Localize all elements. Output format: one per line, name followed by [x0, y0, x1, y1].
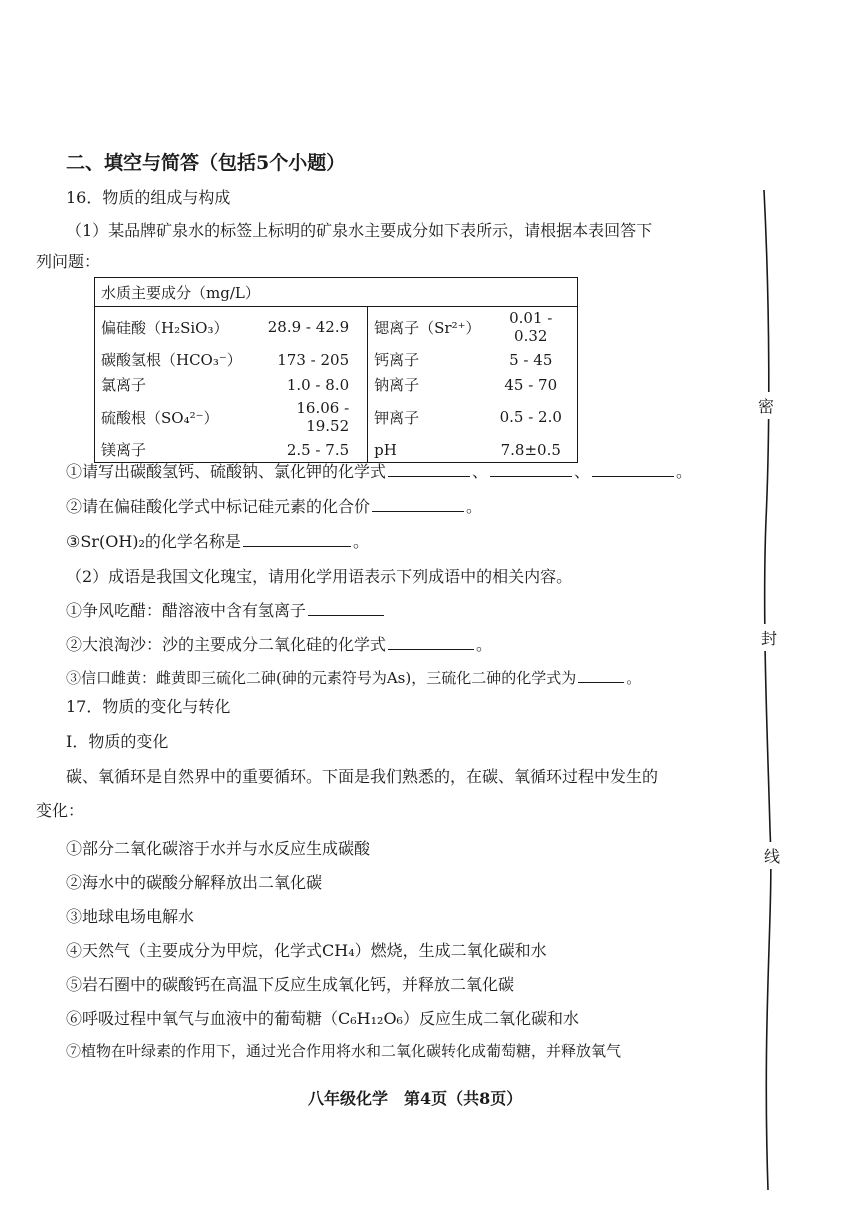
list-item: ⑦植物在叶绿素的作用下，通过光合作用将水和二氧化碳转化成葡萄糖，并释放氧气 [66, 1042, 622, 1060]
table-cell: 钾离子 [368, 397, 485, 437]
table-row [95, 307, 578, 348]
q16-item3 [66, 529, 369, 552]
answer-blank[interactable] [490, 460, 572, 477]
list-item: ①部分二氧化碳溶于水并与水反应生成碳酸 [66, 839, 371, 858]
answer-blank[interactable] [372, 495, 464, 512]
q16-part1-line2: 列问题： [36, 252, 101, 271]
table-row [95, 372, 578, 397]
table-row [95, 397, 578, 437]
table-row [95, 347, 578, 372]
table-cell: 173 - 205 [277, 350, 350, 369]
period: 。 [352, 532, 369, 551]
q16-item1 [66, 459, 692, 482]
table-cell: 钠离子 [368, 372, 485, 397]
answer-blank[interactable] [388, 460, 470, 477]
table-cell: pH [368, 437, 485, 463]
period: 。 [476, 635, 493, 654]
page-footer: 八年级化学 第4页（共8页） [308, 1089, 523, 1108]
answer-blank[interactable] [592, 460, 674, 477]
idiom1-text: ①争风吃醋：醋溶液中含有氢离子 [66, 601, 307, 620]
item2-text: ②请在偏硅酸化学式中标记硅元素的化合价 [66, 497, 371, 516]
binding-char: 密 [758, 392, 774, 419]
table-cell: 0.5 - 2.0 [499, 408, 562, 426]
binding-char: 线 [764, 842, 780, 869]
q16-title: 16．物质的组成与构成 [66, 188, 231, 207]
item1-text: ①请写出碳酸氢钙、硫酸钠、氯化钾的化学式 [66, 462, 387, 481]
q16-idiom1 [66, 598, 386, 621]
idiom3-text: ③信口雌黄：雌黄即三硫化二砷(砷的元素符号为As)，三硫化二砷的化学式为 [66, 669, 577, 687]
q17-title: 17．物质的变化与转化 [66, 697, 231, 716]
table-cell: 16.06 - 19.52 [296, 399, 350, 435]
q16-idiom2 [66, 632, 492, 655]
answer-blank[interactable] [388, 633, 474, 650]
answer-blank[interactable] [308, 599, 384, 616]
table-cell: 0.01 - 0.32 [509, 309, 553, 345]
table-cell: 45 - 70 [504, 375, 558, 394]
table-cell: 氯离子 [101, 376, 147, 394]
table-cell: 28.9 - 42.9 [267, 318, 350, 336]
q16-item2 [66, 494, 482, 517]
list-item: ④天然气（主要成分为甲烷，化学式CH₄）燃烧，生成二氧化碳和水 [66, 941, 547, 960]
water-composition-table [94, 277, 578, 463]
binding-line [740, 190, 800, 1190]
table-cell: 镁离子 [101, 441, 147, 459]
q17-subtitle: I．物质的变化 [66, 732, 169, 751]
answer-blank[interactable] [578, 666, 624, 683]
list-item: ⑤岩石圈中的碳酸钙在高温下反应生成氧化钙，并释放二氧化碳 [66, 975, 515, 994]
binding-char: 封 [761, 624, 777, 651]
table-header: 水质主要成分（mg/L） [95, 278, 578, 307]
item3-text: ③Sr(OH)₂的化学名称是 [66, 532, 241, 551]
table-cell: 5 - 45 [509, 350, 553, 369]
section-title: 二、填空与简答（包括5个小题） [66, 152, 346, 174]
idiom2-text: ②大浪淘沙：沙的主要成分二氧化硅的化学式 [66, 635, 387, 654]
list-item: ③地球电场电解水 [66, 907, 195, 926]
period: 。 [466, 497, 483, 516]
separator: 、 [574, 462, 591, 481]
table-cell: 7.8±0.5 [500, 440, 561, 459]
table-cell: 硫酸根（SO₄²⁻） [101, 408, 219, 427]
table-cell: 钙离子 [368, 347, 485, 372]
q17-intro-line1: 碳、氧循环是自然界中的重要循环。下面是我们熟悉的，在碳、氧循环过程中发生的 [66, 767, 659, 786]
table-cell: 碳酸氢根（HCO₃⁻） [101, 351, 242, 369]
table-cell: 1.0 - 8.0 [286, 375, 350, 394]
list-item: ⑥呼吸过程中氧气与血液中的葡萄糖（C₆H₁₂O₆）反应生成二氧化碳和水 [66, 1009, 579, 1028]
q16-idiom3 [66, 666, 641, 688]
answer-blank[interactable] [243, 530, 351, 547]
separator: 、 [472, 462, 489, 481]
list-item: ②海水中的碳酸分解释放出二氧化碳 [66, 873, 323, 892]
period: 。 [626, 669, 642, 687]
table-cell: 2.5 - 7.5 [286, 440, 350, 459]
q16-part1-line1: （1）某品牌矿泉水的标签上标明的矿泉水主要成分如下表所示，请根据本表回答下 [66, 221, 653, 240]
q17-intro-line2: 变化： [36, 801, 85, 820]
period: 。 [676, 462, 693, 481]
table-cell: 偏硅酸（H₂SiO₃） [101, 318, 229, 337]
table-cell: 锶离子（Sr²⁺） [368, 307, 485, 348]
q16-part2: （2）成语是我国文化瑰宝，请用化学用语表示下列成语中的相关内容。 [66, 567, 573, 586]
